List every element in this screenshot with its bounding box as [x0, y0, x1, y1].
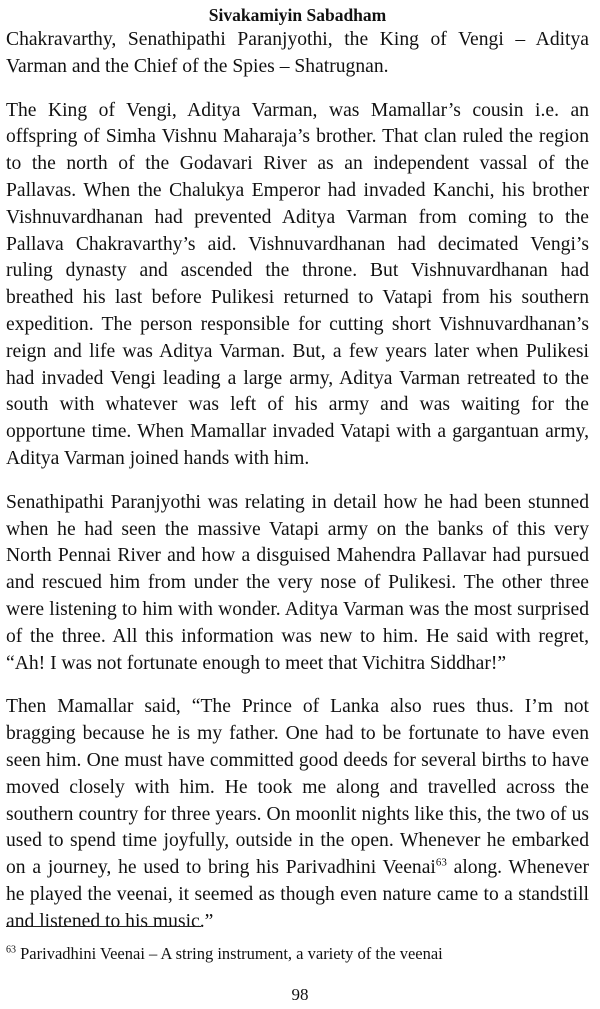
paragraph-2: The King of Vengi, Aditya Varman, was Mamallar’s cousin i.e. an offspring of Simha Vishnu Maharaja’s brother. That clan ruled the region to the north of the Godavari River as an independent vassal of the Pallavas. When the Chalukya Emperor had invaded Kanchi, his brother Vishnuvardhanan had prevented Aditya Varman from coming to the Pallava Chakravarthy’s aid. Vishnuvardhanan had decimated Vengi’s ruling dynasty and ascended the throne. But Vishnuvardhanan had breathed his last before Pulikesi returned to Vatapi from his southern expedition. The person responsible for cutting short Vishnuvardhanan’s reign and life was Aditya Varman. But, a few years later when Pulikesi had invaded Vengi leading a large army, Aditya Varman retreated to the south with whatever was left of his army and was waiting for the opportune time. When Mamallar invaded Vatapi with a gargantuan army, Aditya Varman joined hands with him.	[6, 99, 589, 469]
paragraph-4	[6, 694, 589, 935]
footnote-marker: 63	[6, 944, 16, 956]
paragraph-3: Senathipathi Paranjyothi was relating in detail how he had been stunned when he had seen the massive Vatapi army on the banks of this very North Pennai River and how a disguised Mahendra Pallavar had pursued and rescued him from under the very nose of Pulikesi. The other three were listening to him with wonder. Aditya Varman was the most surprised of the three. All this information was new to him. He said with regret, “Ah! I was not fortunate enough to meet that Vichitra Siddhar!”	[6, 491, 589, 674]
paragraph-4-text-after: along. Whenever he played the veenai, it seemed as though even nature came to a standstill and listened to his music.”	[6, 857, 589, 932]
running-head: Sivakamiyin Sabadham	[208, 5, 387, 25]
footnote-text: Parivadhini Veenai – A string instrument, a variety of the veenai	[16, 944, 443, 963]
footnote-reference[interactable]: 63	[435, 856, 447, 869]
paragraph-1: Chakravarthy, Senathipathi Paranjyothi, the King of Vengi – Aditya Varman and the Chief of the Spies – Shatrugnan.	[6, 29, 589, 77]
page-number: 98	[291, 985, 309, 1004]
footnote	[6, 944, 443, 964]
footnote-divider	[6, 926, 201, 927]
paragraph-4-text-before: Then Mamallar said, “The Prince of Lanka also rues thus. I’m not bragging because he is my father. One had to be fortunate to have even seen him. One must have committed good deeds for several births to have moved closely with him. He took me along and travelled across the southern country for three years. On moonlit nights like this, the two of us used to spend time joyfully, outside in the open. Whenever he embarked on a journey, he used to bring his Parivadhini Veenai	[6, 696, 589, 879]
